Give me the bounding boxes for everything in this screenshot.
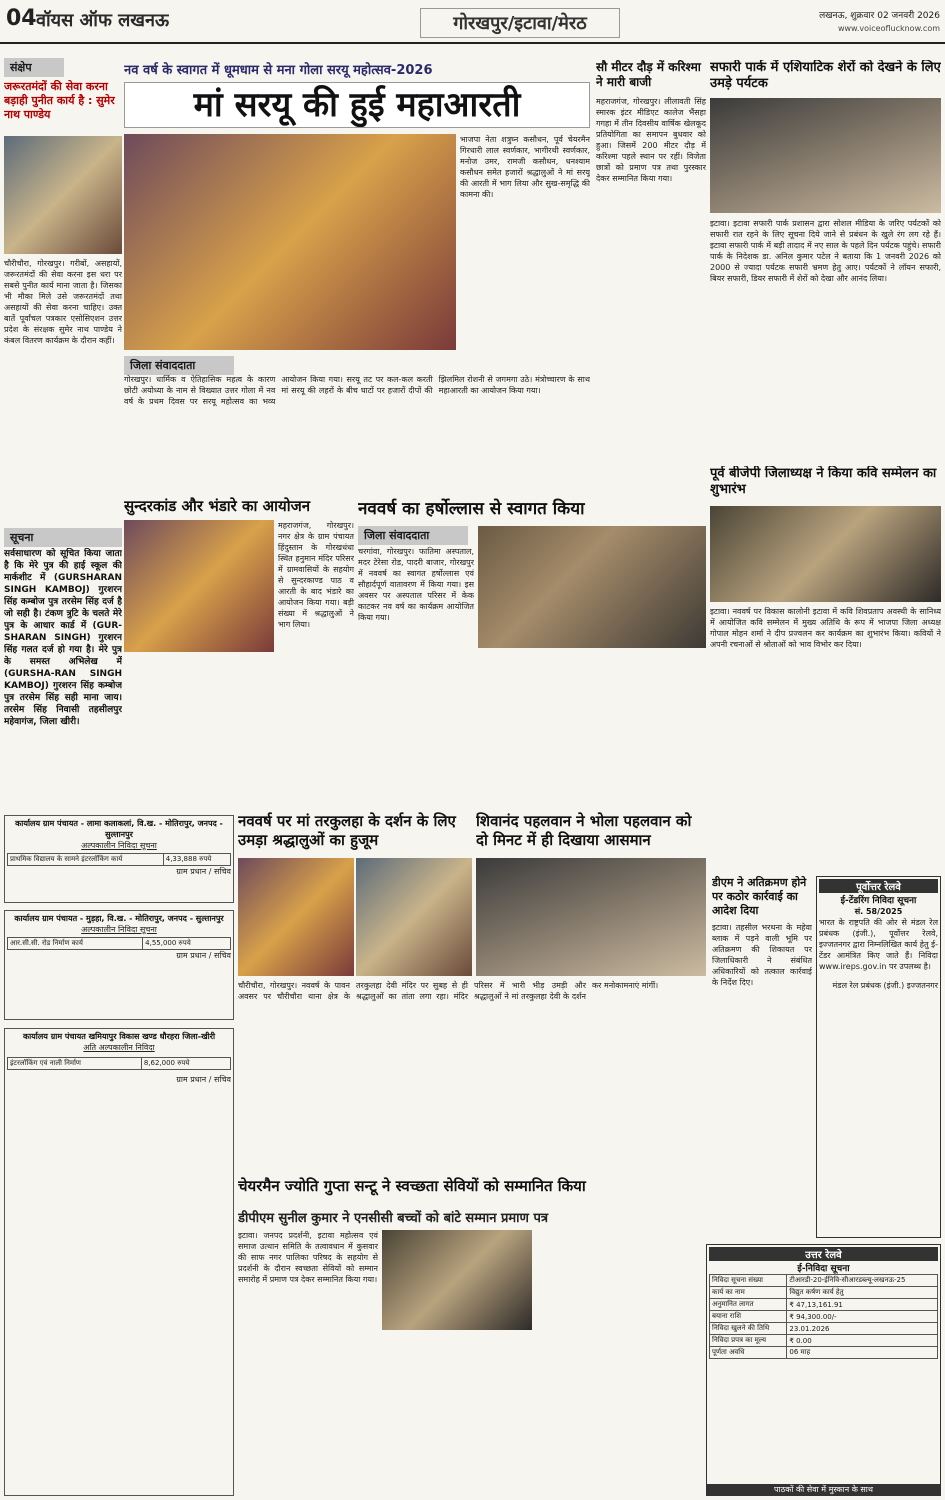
ur-row-4: निविदा खुलने की तिथि bbox=[710, 1323, 787, 1335]
tender-1-signer: ग्राम प्रधान / सचिव bbox=[176, 867, 231, 876]
tender-2-subtitle: अल्पकालीन निविदा सूचना bbox=[81, 925, 157, 934]
navvarsh-photo bbox=[478, 526, 706, 648]
tender-2-title: कार्यालय ग्राम पंचायत - मुड़हा, वि.ख. - मोतिरापुर, जनपद - सुल्तानपुर bbox=[14, 914, 224, 923]
kavi-body: इटावा। नववर्ष पर विकास कालोनी इटावा में कवि शिवप्रताप अवस्थी के सानिध्य में आयोजित कवि सम्मेलन में मुख्य अतिथि के रूप में भाजपा जिला अध्यक्ष गोपाल मोहन शर्मा ने दीप प्रज्वलन कर कार्यक्रम का शुभारंभ किया। कवियों ने अपनी रचनाओं से श्रोताओं को भाव विभोर कर दिया। bbox=[710, 607, 941, 649]
pahalwan-headline: शिवानंद पहलवान ने भोला पहलवान को दो मिनट में ही दिखाया आसमान bbox=[476, 812, 692, 849]
safari-headline: सफारी पार्क में एशियाटिक शेरों को देखने के लिए उमड़े पर्यटक bbox=[710, 60, 941, 91]
navvarsh-body: चरगांवा, गोरखपुर। फातिमा अस्पताल, मदर टेरेसा रोड, पादरी बाजार, गोरखपुर में नववर्ष का स्वागत हर्षोल्लास एवं सौहार्दपूर्ण वातावरण में किया गया। इस अवसर पर अस्पताल परिसर में केक काटकर नव वर्ष का कार्यक्रम आयोजित किया गया। bbox=[358, 547, 474, 622]
kavi-photo bbox=[710, 506, 941, 602]
tarkulha-body: चौरीचौरा, गोरखपुर। नववर्ष के पावन अवसर पर चौरीचौरा थाना क्षेत्र के तरकुलहा देवी मंदिर पर सुबह से ही श्रद्धालुओं का तांता लगा रहा। मंदिर परिसर में भारी भीड़ उमड़ी और श्रद्धालुओं ने मां तरकुलहा देवी के दर्शन कर मनोकामनाएं मांगीं। bbox=[238, 981, 659, 1001]
railway-subtitle: ई-टेंडरिंग निविदा सूचना bbox=[840, 896, 917, 906]
main-body-2: भाजपा नेता शत्रुघ्न कसौधन, पूर्व चेयरमैन गिरधारी लाल स्वर्णकार, भागीरथी स्वर्णकार, मनोज उमर, रामजी कसौधन, धनश्याम कसौधन समेत हजारों श्रद्धालुओं ने मां सरयू की आरती में भाग लिया और सुख-समृद्धि की कामना की। bbox=[460, 135, 590, 199]
chairman-photo bbox=[382, 1230, 532, 1330]
tender-1 bbox=[4, 815, 234, 903]
railway-number: सं. 58/2025 bbox=[854, 907, 903, 916]
navvarsh-headline: नववर्ष का हर्षोल्लास से स्वागत किया bbox=[358, 499, 585, 519]
sprint-body: महराजगंज, गोरखपुर। लीलावती सिंह स्मारक इंटर मीडिएट कालेज भैंसहा गगहा में तीन दिवसीय वार्षिक खेलकूद प्रतियोगिता का समापन बुधवार को हुआ। जिसमें 200 मीटर दौड़ में करिश्मा पहले स्थान पर रहीं। विजेता छात्रों को प्रमाण पत्र तथा पुरस्कार देकर सम्मानित किया गया। bbox=[596, 97, 706, 183]
tender-2 bbox=[4, 910, 234, 1020]
left-body: चौरीचौरा, गोरखपुर। गरीबों, असहायों, जरूरतमंदों की सेवा करना इस धरा पर सबसे पुनीत कार्य माना जाता है। जिसका भी मौका मिले उसे जरूरतमंदों तथा असहायों की सेवा करना चाहिए। उक्त बातें पूर्वांचल पत्रकार एसोसिएशन उत्तर प्रदेश के संरक्षक सुमेर नाथ पाण्डेय ने कंबल वितरण कार्यक्रम के दौरान कहीं। bbox=[4, 259, 122, 345]
left-headline: जरूरतमंदों की सेवा करना बड़ाही पुनीत कार्य है : सुमेर नाथ पाण्डेय bbox=[4, 80, 115, 121]
notice-title: सूचना bbox=[4, 528, 122, 547]
tender-2-amount: 4,55,000 रुपये bbox=[143, 938, 231, 950]
tender-1-subtitle: अल्पकालीन निविदा सूचना bbox=[81, 841, 157, 850]
ur-row-2: अनुमानित लागत bbox=[710, 1299, 787, 1311]
kavi-headline: पूर्व बीजेपी जिलाध्यक्ष ने किया कवि सम्मेलन का शुभारंभ bbox=[710, 466, 937, 497]
ur-val-6: 06 माह bbox=[787, 1347, 938, 1359]
tarkulha-headline: नववर्ष पर मां तरकुलहा के दर्शन के लिए उमड़ा श्रद्धालुओं का हुजूम bbox=[238, 812, 456, 849]
tender-2-signer: ग्राम प्रधान / सचिव bbox=[176, 951, 231, 960]
navvarsh-byline: जिला संवाददाता bbox=[358, 526, 468, 545]
main-body: गोरखपुर। धार्मिक व ऐतिहासिक महत्व के कारण छोटी अयोध्या के नाम से विख्यात उत्तर गोला में नव वर्ष के प्रथम दिवस पर सरयू महोत्सव का भव्य आयोजन किया गया। सरयू तट पर कल-कल करती मां सरयू की लहरों के बीच घाटों पर हजारों दीपों की झिलमिल रोशनी से जगमगा उठे। मंत्रोच्चारण के साथ महाआरती का आयोजन किया गया। bbox=[124, 375, 590, 406]
dm-headline: डीएम ने अतिक्रमण होने पर कठोर कार्रवाई का आदेश दिया bbox=[712, 876, 807, 917]
safari-photo bbox=[710, 98, 941, 213]
tender-3 bbox=[4, 1028, 234, 1496]
tarkulha-photo-2 bbox=[356, 858, 472, 976]
ur-row-1: कार्य का नाम bbox=[710, 1287, 787, 1299]
safari-body: इटावा। इटावा सफारी पार्क प्रशासन द्वारा सोशल मीडिया के जरिए पर्यटकों को सफारी रात रहने के लिए सूचना दिये जाने से प्रबंधन के खुले रंग लग रहे हैं। इटावा सफारी पार्क में बड़ी तादाद में नए साल के पहले दिन पर्यटक पहुंचे। सफारी पार्क के निदेशक डा. अनिल कुमार पटेल ने बताया कि 1 जनवरी 2026 को 2000 से ज्यादा पर्यटक सफारी भ्रमण हेतु आए। पर्यटकों ने लॉयन सफारी, बियर सफारी, डियर सफारी में शेरों को देखा और आनंद लिया। bbox=[710, 219, 941, 283]
chairman-headline-2: डीपीएम सुनील कुमार ने एनसीसी बच्चों को बांटे सम्मान प्रमाण पत्र bbox=[238, 1211, 549, 1226]
section-label: संक्षेप bbox=[4, 58, 64, 77]
chairman-body: इटावा। जनपद प्रदर्शनी, इटावा महोत्सव एवं समाज उत्थान समिति के तत्वावधान में कुसवार की साफ नगर पालिका परिषद के सहयोग से प्रदर्शनी के दौरान स्वच्छता सेवियों को सम्मान समारोह में प्रमाण पत्र देकर सम्मानित किया गया। bbox=[238, 1231, 378, 1284]
tender-1-title: कार्यालय ग्राम पंचायत - लामा कलाकलां, वि.ख. - मोतिरापुर, जनपद - सुल्तानपुर bbox=[15, 819, 223, 839]
tender-1-amount: 4,33,888 रुपये bbox=[163, 854, 230, 866]
tender-3-work: इंटरलॉकिंग एवं नाली निर्माण bbox=[8, 1058, 142, 1070]
masthead bbox=[0, 0, 945, 44]
website-url: www.voiceoflucknow.com bbox=[837, 24, 940, 33]
railway-footer: मंडल रेल प्रबंधक (इंजी.) इज्जतनगर bbox=[832, 981, 938, 990]
ur-row-5: निविदा प्रपत्र का मूल्य bbox=[710, 1335, 787, 1347]
uttar-railway-title: उत्तर रेलवे bbox=[709, 1247, 938, 1261]
ur-val-1: विद्युत कर्षण कार्य हेतु bbox=[787, 1287, 938, 1299]
ur-row-3: बयाना राशि bbox=[710, 1311, 787, 1323]
ur-row-0: निविदा सूचना संख्या bbox=[710, 1275, 787, 1287]
ur-val-3: ₹ 94,300.00/- bbox=[787, 1311, 938, 1323]
sprint-headline: सौ मीटर दौड़ में करिश्मा ने मारी बाजी bbox=[596, 60, 701, 89]
tender-3-signer: ग्राम प्रधान / सचिव bbox=[176, 1075, 231, 1084]
uttar-railway-ad bbox=[706, 1244, 941, 1496]
sunderkand-headline: सुन्दरकांड और भंडारे का आयोजन bbox=[124, 497, 311, 515]
sunderkand-photo bbox=[124, 520, 274, 652]
tender-2-work: आर.सी.सी. रोड निर्माण कार्य bbox=[8, 938, 143, 950]
notice-body: सर्वसाधारण को सूचित किया जाता है कि मेरे पुत्र की हाई स्कूल की मार्कशीट में (GURSHARAN SINGH KAMBOJ) गुरशरन सिंह कम्बोज पुत्र तरसेम सिंह दर्ज है जो सही है। टंकण त्रुटि के चलते मेरे पुत्र के आधार कार्ड में (GUR-SHARAN SINGH) गुरशरन सिंह गलत दर्ज हो गया है। मेरे पुत्र के समस्त अभिलेख में (GURSHA-RAN SINGH KAMBOJ) गुरशरन सिंह कम्बोज पुत्र तरसेम सिंह सही माना जाय। तरसेम सिंह निवासी तहसीलपुर महेवागंज, जिला खीरी। bbox=[4, 549, 122, 727]
dateline: लखनऊ, शुक्रवार 02 जनवरी 2026 bbox=[819, 11, 940, 21]
page-number: 04 bbox=[6, 6, 37, 31]
main-kicker: नव वर्ष के स्वागत में धूमधाम से मना गोला सरयू महोत्सव-2026 bbox=[124, 63, 433, 78]
left-photo bbox=[4, 136, 122, 254]
main-photo bbox=[124, 134, 456, 350]
railway-body: भारत के राष्ट्रपति की ओर से मंडल रेल प्रबंधक (इंजी.), पूर्वोत्तर रेलवे, इज्जतनगर द्वारा निम्नलिखित कार्य हेतु ई-टेंडर आमंत्रित किए जाते हैं। निविदा www.ireps.gov.in पर उपलब्ध है। bbox=[819, 918, 938, 971]
edition-city: गोरखपुर/इटावा/मेरठ bbox=[420, 8, 620, 38]
sunderkand-body: महराजगंज, गोरखपुर। नगर क्षेत्र के ग्राम पंचायत हिंदुस्तान के गोरखधंधा स्थित हनुमान मंदिर परिसर में ग्रामवासियों के सहयोग से सुन्दरकाण्ड पाठ व आरती के बाद भंडारे का आयोजन किया गया। बड़ी संख्या में श्रद्धालुओं ने भाग लिया। bbox=[278, 521, 354, 629]
chairman-headline: चेयरमैन ज्योति गुप्ता सन्टू ने स्वच्छता सेवियों को सम्मानित किया bbox=[238, 1177, 586, 1195]
pahalwan-photo bbox=[476, 858, 706, 976]
dm-body: इटावा। तहसील भरथना के महेवा ब्लाक में पड़ने वाली भूमि पर अतिक्रमण की शिकायत पर जिलाधिकारी ने संबंधित अधिकारियों को तत्काल कार्रवाई के निर्देश दिए। bbox=[712, 923, 812, 987]
tender-3-subtitle: अति अल्पकालीन निविदा bbox=[83, 1043, 155, 1052]
uttar-railway-subtitle: ई-निविदा सूचना bbox=[797, 1264, 850, 1274]
railway-title: पूर्वोत्तर रेलवे bbox=[819, 879, 938, 893]
railway-ad bbox=[816, 876, 941, 1238]
tender-3-title: कार्यालय ग्राम पंचायत खमियापुर विकास खण्ड धौरहरा जिला-खीरी bbox=[22, 1032, 216, 1041]
uttar-railway-footer: पाठकों की सेवा में मुस्कान के साथ bbox=[707, 1484, 940, 1495]
ur-val-5: ₹ 0.00 bbox=[787, 1335, 938, 1347]
tender-3-amount: 8,62,000 रुपये bbox=[141, 1058, 230, 1070]
tender-1-work: प्राथमिक विद्यालय के सामने इंटरलॉकिंग कार्य bbox=[8, 854, 164, 866]
ur-row-6: पूर्णता अवधि bbox=[710, 1347, 787, 1359]
ur-val-0: टीआरडी-20-ईनिवि-सीआरडब्ल्यू-लखनऊ-25 bbox=[787, 1275, 938, 1287]
main-byline: जिला संवाददाता bbox=[124, 356, 234, 375]
ur-val-4: 23.01.2026 bbox=[787, 1323, 938, 1335]
newspaper-title: वॉयस ऑफ लखनऊ bbox=[36, 10, 170, 31]
tarkulha-photo-1 bbox=[238, 858, 354, 976]
ur-val-2: ₹ 47,13,161.91 bbox=[787, 1299, 938, 1311]
main-headline: मां सरयू की हुई महाआरती bbox=[124, 82, 590, 128]
